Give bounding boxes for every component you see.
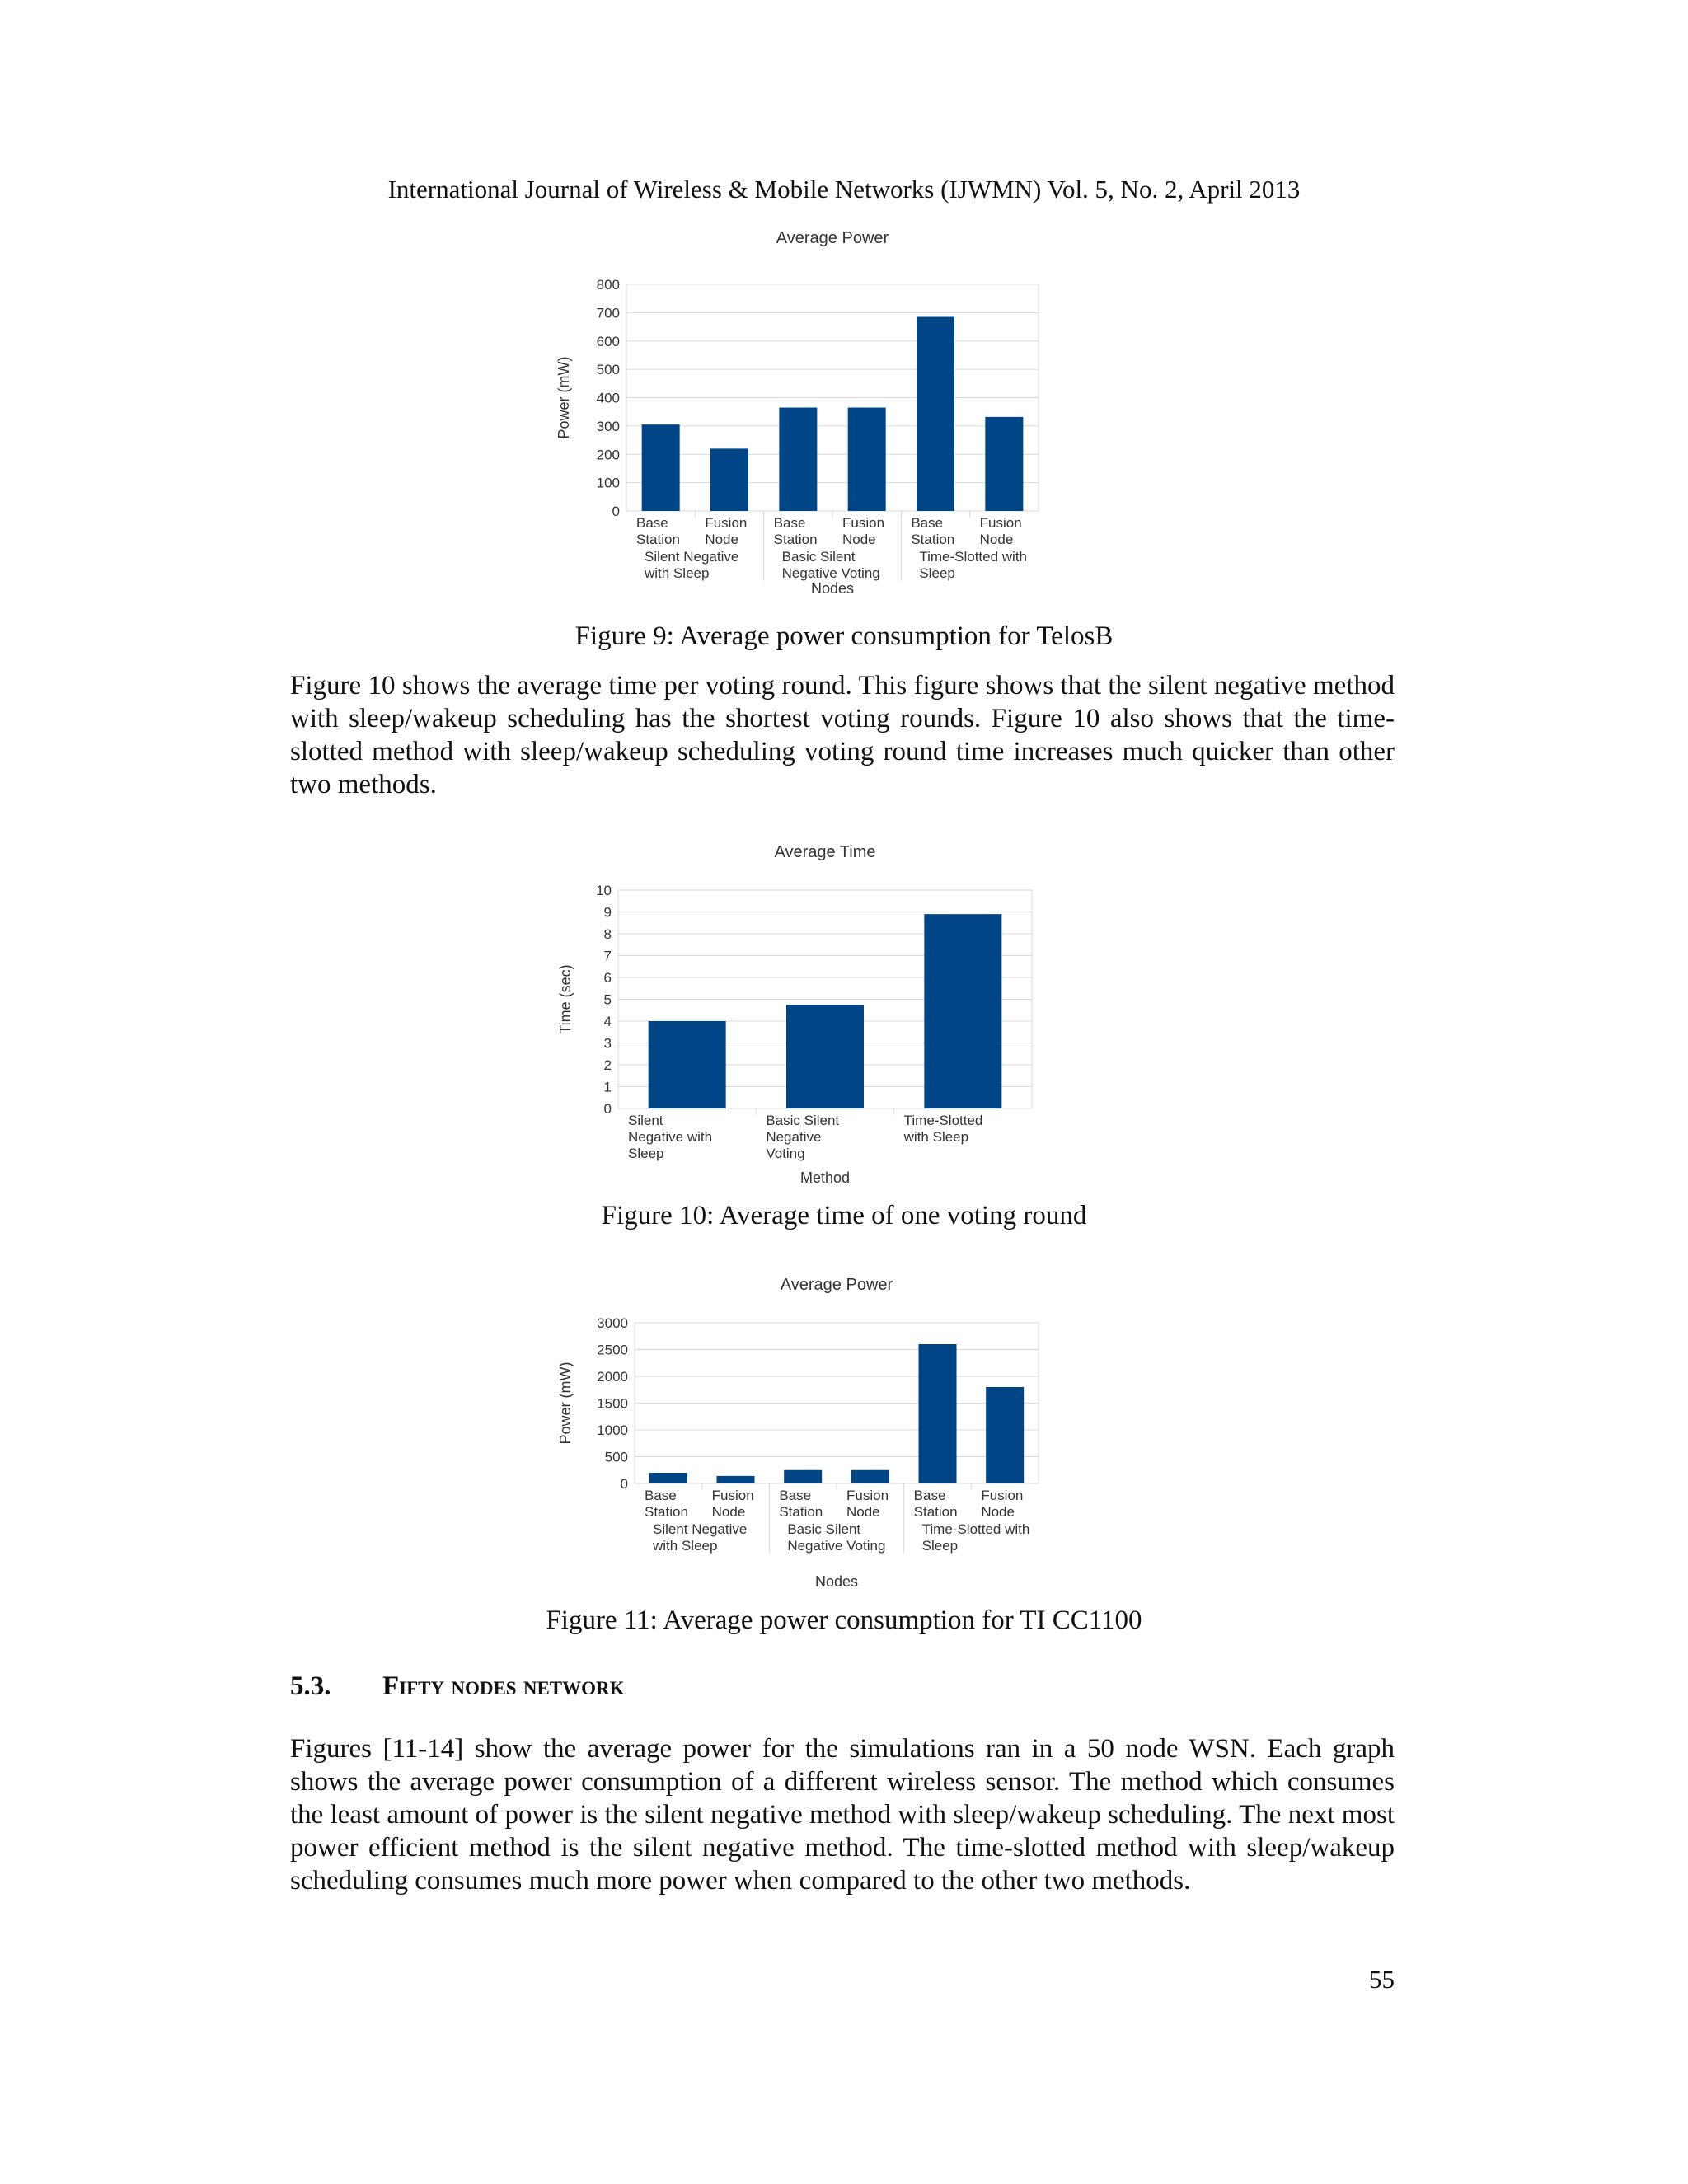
y-axis-label: Time (sec) <box>557 964 574 1034</box>
y-tick-label: 7 <box>603 948 612 964</box>
page-number: 55 <box>1369 1965 1395 1994</box>
y-axis-label: Power (mW) <box>556 356 572 439</box>
bar <box>924 914 1001 1108</box>
y-tick-label: 0 <box>603 1101 612 1117</box>
y-tick-label: 0 <box>620 1476 628 1492</box>
bar <box>851 1470 889 1483</box>
figure-10-chart <box>544 832 1137 1195</box>
y-tick-label: 2000 <box>597 1369 628 1385</box>
bar <box>649 1021 726 1108</box>
figure-9-chart <box>544 218 1137 606</box>
x-axis-label: Nodes <box>814 1573 859 1590</box>
bar <box>649 1473 687 1483</box>
bar <box>779 408 817 511</box>
bar <box>917 317 954 511</box>
x-group-label: Basic Silent Negative Voting <box>781 549 880 581</box>
figure-10-caption: Figure 10: Average time of one voting round <box>601 1201 1087 1230</box>
x-group-label: Silent Negative with Sleep <box>645 549 739 581</box>
y-tick-label: 200 <box>596 447 620 463</box>
x-tick-label: Base Station <box>773 515 818 547</box>
figure-11-caption: Figure 11: Average power consumption for TI CC1100 <box>546 1605 1142 1635</box>
y-tick-label: 10 <box>596 883 612 898</box>
y-tick-label: 300 <box>596 418 620 434</box>
bar <box>784 1470 822 1483</box>
y-tick-label: 5 <box>603 991 612 1008</box>
x-tick-label: Base Station <box>913 1488 958 1520</box>
x-group-label: Silent Negative with Sleep <box>653 1521 748 1554</box>
y-axis-label: Power (mW) <box>557 1361 574 1445</box>
x-axis-label: Method <box>799 1169 851 1186</box>
y-tick-label: 1 <box>603 1079 612 1095</box>
x-tick-label: Base Station <box>779 1488 823 1520</box>
y-tick-label: 700 <box>596 305 620 321</box>
x-tick-label: Fusion Node <box>979 515 1022 547</box>
x-group-label: Time-Slotted with Sleep <box>919 549 1028 581</box>
bar <box>848 408 886 511</box>
y-tick-label: 6 <box>603 970 612 986</box>
paragraph-fifty-nodes: Figures [11-14] show the average power for the simulations ran in a 50 node WSN. Each graph shows the average power consumption of a different wireless sensor. The method which consumes the least amount of power is the silent negative method with sleep/wakeup scheduling. The next most power efficient method is the silent negative method. The time-slotted method with sleep/wakeup scheduling consumes much more power when compared to the other two methods. <box>290 1734 1395 1896</box>
x-tick-label: Fusion Node <box>705 515 748 547</box>
x-tick-label: Fusion Node <box>711 1488 754 1520</box>
chart-title: Average Power <box>776 229 889 247</box>
section-title: Fifty nodes network <box>382 1671 625 1701</box>
y-tick-label: 800 <box>596 277 620 293</box>
y-tick-label: 2500 <box>597 1342 628 1358</box>
bar <box>717 1476 755 1483</box>
x-tick-label: Base Station <box>911 515 955 547</box>
y-tick-label: 8 <box>603 926 612 942</box>
y-tick-label: 9 <box>603 904 612 921</box>
y-tick-label: 1000 <box>597 1422 628 1438</box>
x-tick-label: Base Station <box>645 1488 688 1520</box>
y-tick-label: 4 <box>603 1014 612 1029</box>
section-heading <box>290 1671 625 1702</box>
bar <box>786 1005 864 1108</box>
x-tick-label: Fusion Node <box>846 1488 889 1520</box>
x-tick-label: Time-Slotted with Sleep <box>903 1113 983 1145</box>
x-group-label: Basic Silent Negative Voting <box>787 1521 886 1554</box>
chart-title: Average Power <box>780 1276 893 1294</box>
bar <box>642 424 680 511</box>
x-tick-label: Base Station <box>636 515 680 547</box>
bar <box>919 1344 957 1483</box>
bar <box>710 448 748 511</box>
y-tick-label: 1500 <box>597 1395 628 1412</box>
figure-11-chart <box>544 1265 1137 1595</box>
section-number: 5.3. <box>290 1671 331 1701</box>
y-tick-label: 0 <box>612 504 620 519</box>
x-tick-label: Silent Negative with Sleep <box>628 1113 713 1161</box>
bar <box>985 417 1023 511</box>
y-tick-label: 500 <box>596 362 620 378</box>
x-tick-label: Fusion Node <box>842 515 885 547</box>
x-axis-label: Nodes <box>810 580 855 597</box>
x-group-label: Time-Slotted with Sleep <box>921 1521 1030 1554</box>
chart-title: Average Time <box>774 843 876 861</box>
y-tick-label: 400 <box>596 390 620 406</box>
figure-9-caption: Figure 9: Average power consumption for TelosB <box>574 621 1114 651</box>
y-tick-label: 100 <box>596 475 620 491</box>
bar <box>986 1387 1024 1483</box>
y-tick-label: 3 <box>603 1035 612 1052</box>
y-tick-label: 2 <box>603 1057 612 1073</box>
y-tick-label: 600 <box>596 333 620 349</box>
y-tick-label: 3000 <box>597 1315 628 1331</box>
x-tick-label: Basic Silent Negative Voting <box>766 1113 840 1161</box>
x-tick-label: Fusion Node <box>981 1488 1024 1520</box>
journal-header: International Journal of Wireless & Mobile Networks (IJWMN) Vol. 5, No. 2, April 2013 <box>387 175 1301 204</box>
paragraph-figure-10: Figure 10 shows the average time per voting round. This figure shows that the silent negative method with sleep/wakeup scheduling has the shortest voting rounds. Figure 10 also shows that the time-slotted method with sleep/wakeup scheduling voting round time increases much quicker than other two methods. <box>290 671 1395 799</box>
y-tick-label: 500 <box>604 1449 628 1465</box>
